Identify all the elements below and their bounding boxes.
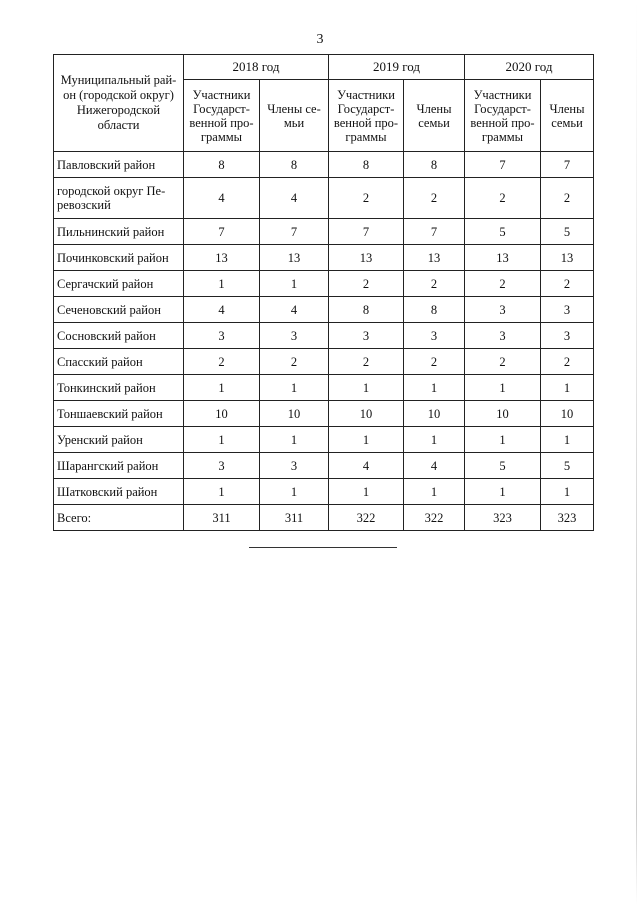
region-name-cell: Шатковский район xyxy=(54,479,184,505)
value-cell: 7 xyxy=(329,219,404,245)
value-cell: 8 xyxy=(329,152,404,178)
table-row xyxy=(54,479,594,505)
table-row xyxy=(54,401,594,427)
value-cell: 3 xyxy=(404,323,465,349)
value-cell: 1 xyxy=(260,479,329,505)
region-name-cell: Павловский район xyxy=(54,152,184,178)
value-cell: 311 xyxy=(260,505,329,531)
region-column-header: Муниципальный рай- он (городской округ) Нижегородской области xyxy=(54,55,184,152)
value-cell: 13 xyxy=(404,245,465,271)
value-cell: 1 xyxy=(184,271,260,297)
subheader-family: Члены семьи xyxy=(404,80,465,152)
value-cell: 2 xyxy=(541,349,594,375)
value-cell: 5 xyxy=(541,453,594,479)
value-cell: 5 xyxy=(541,219,594,245)
value-cell: 7 xyxy=(260,219,329,245)
value-cell: 3 xyxy=(184,453,260,479)
value-cell: 2 xyxy=(329,271,404,297)
value-cell: 3 xyxy=(541,297,594,323)
value-cell: 10 xyxy=(541,401,594,427)
value-cell: 4 xyxy=(404,453,465,479)
value-cell: 2 xyxy=(404,349,465,375)
year-header-2019: 2019 год xyxy=(329,55,465,80)
value-cell: 1 xyxy=(465,479,541,505)
subheader-family: Члены семьи xyxy=(541,80,594,152)
value-cell: 322 xyxy=(404,505,465,531)
value-cell: 13 xyxy=(184,245,260,271)
year-header-2020: 2020 год xyxy=(465,55,594,80)
table-row xyxy=(54,297,594,323)
value-cell: 1 xyxy=(329,375,404,401)
region-name-cell: Тоншаевский район xyxy=(54,401,184,427)
value-cell: 2 xyxy=(184,349,260,375)
table-row xyxy=(54,245,594,271)
subheader-participants: Участники Государст- венной про- граммы xyxy=(329,80,404,152)
value-cell: 1 xyxy=(260,271,329,297)
value-cell: 1 xyxy=(329,427,404,453)
value-cell: 7 xyxy=(541,152,594,178)
value-cell: 2 xyxy=(404,271,465,297)
region-name-cell: Сергачский район xyxy=(54,271,184,297)
table-row xyxy=(54,323,594,349)
region-name-cell: Сосновский район xyxy=(54,323,184,349)
value-cell: 2 xyxy=(465,271,541,297)
value-cell: 1 xyxy=(541,375,594,401)
value-cell: 10 xyxy=(404,401,465,427)
value-cell: 1 xyxy=(184,375,260,401)
value-cell: 7 xyxy=(184,219,260,245)
value-cell: 2 xyxy=(260,349,329,375)
value-cell: 1 xyxy=(541,427,594,453)
value-cell: 2 xyxy=(465,349,541,375)
value-cell: 1 xyxy=(541,479,594,505)
value-cell: 10 xyxy=(465,401,541,427)
region-name-cell: Уренский район xyxy=(54,427,184,453)
year-header-2018: 2018 год xyxy=(184,55,329,80)
value-cell: 4 xyxy=(184,297,260,323)
region-name-cell: Пильнинский район xyxy=(54,219,184,245)
value-cell: 1 xyxy=(329,479,404,505)
value-cell: 2 xyxy=(541,178,594,219)
value-cell: 4 xyxy=(260,297,329,323)
value-cell: 4 xyxy=(260,178,329,219)
value-cell: 3 xyxy=(465,323,541,349)
table-row xyxy=(54,178,594,219)
value-cell: 13 xyxy=(541,245,594,271)
value-cell: 13 xyxy=(260,245,329,271)
subheader-participants: Участники Государст- венной про- граммы xyxy=(184,80,260,152)
value-cell: 13 xyxy=(329,245,404,271)
total-row xyxy=(54,505,594,531)
region-name-cell: Сеченовский район xyxy=(54,297,184,323)
value-cell: 13 xyxy=(465,245,541,271)
value-cell: 1 xyxy=(404,375,465,401)
value-cell: 1 xyxy=(404,427,465,453)
region-name-cell: Шарангский район xyxy=(54,453,184,479)
value-cell: 7 xyxy=(404,219,465,245)
value-cell: 1 xyxy=(184,479,260,505)
value-cell: 1 xyxy=(404,479,465,505)
table-row xyxy=(54,427,594,453)
value-cell: 323 xyxy=(541,505,594,531)
table-row xyxy=(54,375,594,401)
value-cell: 2 xyxy=(465,178,541,219)
value-cell: 3 xyxy=(260,453,329,479)
region-name-cell: Тонкинский район xyxy=(54,375,184,401)
value-cell: 8 xyxy=(184,152,260,178)
value-cell: 4 xyxy=(184,178,260,219)
value-cell: 1 xyxy=(260,375,329,401)
value-cell: 5 xyxy=(465,453,541,479)
value-cell: 10 xyxy=(329,401,404,427)
value-cell: 2 xyxy=(541,271,594,297)
page-number: 3 xyxy=(316,32,324,47)
value-cell: 311 xyxy=(184,505,260,531)
region-name-cell: Всего: xyxy=(54,505,184,531)
value-cell: 4 xyxy=(329,453,404,479)
value-cell: 8 xyxy=(404,152,465,178)
value-cell: 3 xyxy=(465,297,541,323)
value-cell: 2 xyxy=(329,349,404,375)
region-name-cell: Спасский район xyxy=(54,349,184,375)
table-row xyxy=(54,453,594,479)
value-cell: 2 xyxy=(404,178,465,219)
value-cell: 2 xyxy=(329,178,404,219)
value-cell: 8 xyxy=(404,297,465,323)
statistics-table xyxy=(53,54,594,531)
value-cell: 3 xyxy=(184,323,260,349)
value-cell: 8 xyxy=(329,297,404,323)
value-cell: 5 xyxy=(465,219,541,245)
region-name-cell: Починковский район xyxy=(54,245,184,271)
value-cell: 1 xyxy=(260,427,329,453)
value-cell: 3 xyxy=(260,323,329,349)
table-row xyxy=(54,271,594,297)
value-cell: 1 xyxy=(465,375,541,401)
region-name-cell: городской округ Пе- ревозский xyxy=(54,178,184,219)
value-cell: 323 xyxy=(465,505,541,531)
value-cell: 3 xyxy=(541,323,594,349)
value-cell: 8 xyxy=(260,152,329,178)
table-row xyxy=(54,219,594,245)
value-cell: 7 xyxy=(465,152,541,178)
value-cell: 322 xyxy=(329,505,404,531)
value-cell: 1 xyxy=(465,427,541,453)
value-cell: 10 xyxy=(260,401,329,427)
subheader-family: Члены се- мьи xyxy=(260,80,329,152)
scan-edge xyxy=(636,0,637,905)
table-body xyxy=(54,152,594,531)
table-row xyxy=(54,349,594,375)
table-row xyxy=(54,152,594,178)
value-cell: 10 xyxy=(184,401,260,427)
subheader-participants: Участники Государст- венной про- граммы xyxy=(465,80,541,152)
value-cell: 1 xyxy=(184,427,260,453)
value-cell: 3 xyxy=(329,323,404,349)
separator-line xyxy=(249,547,397,548)
